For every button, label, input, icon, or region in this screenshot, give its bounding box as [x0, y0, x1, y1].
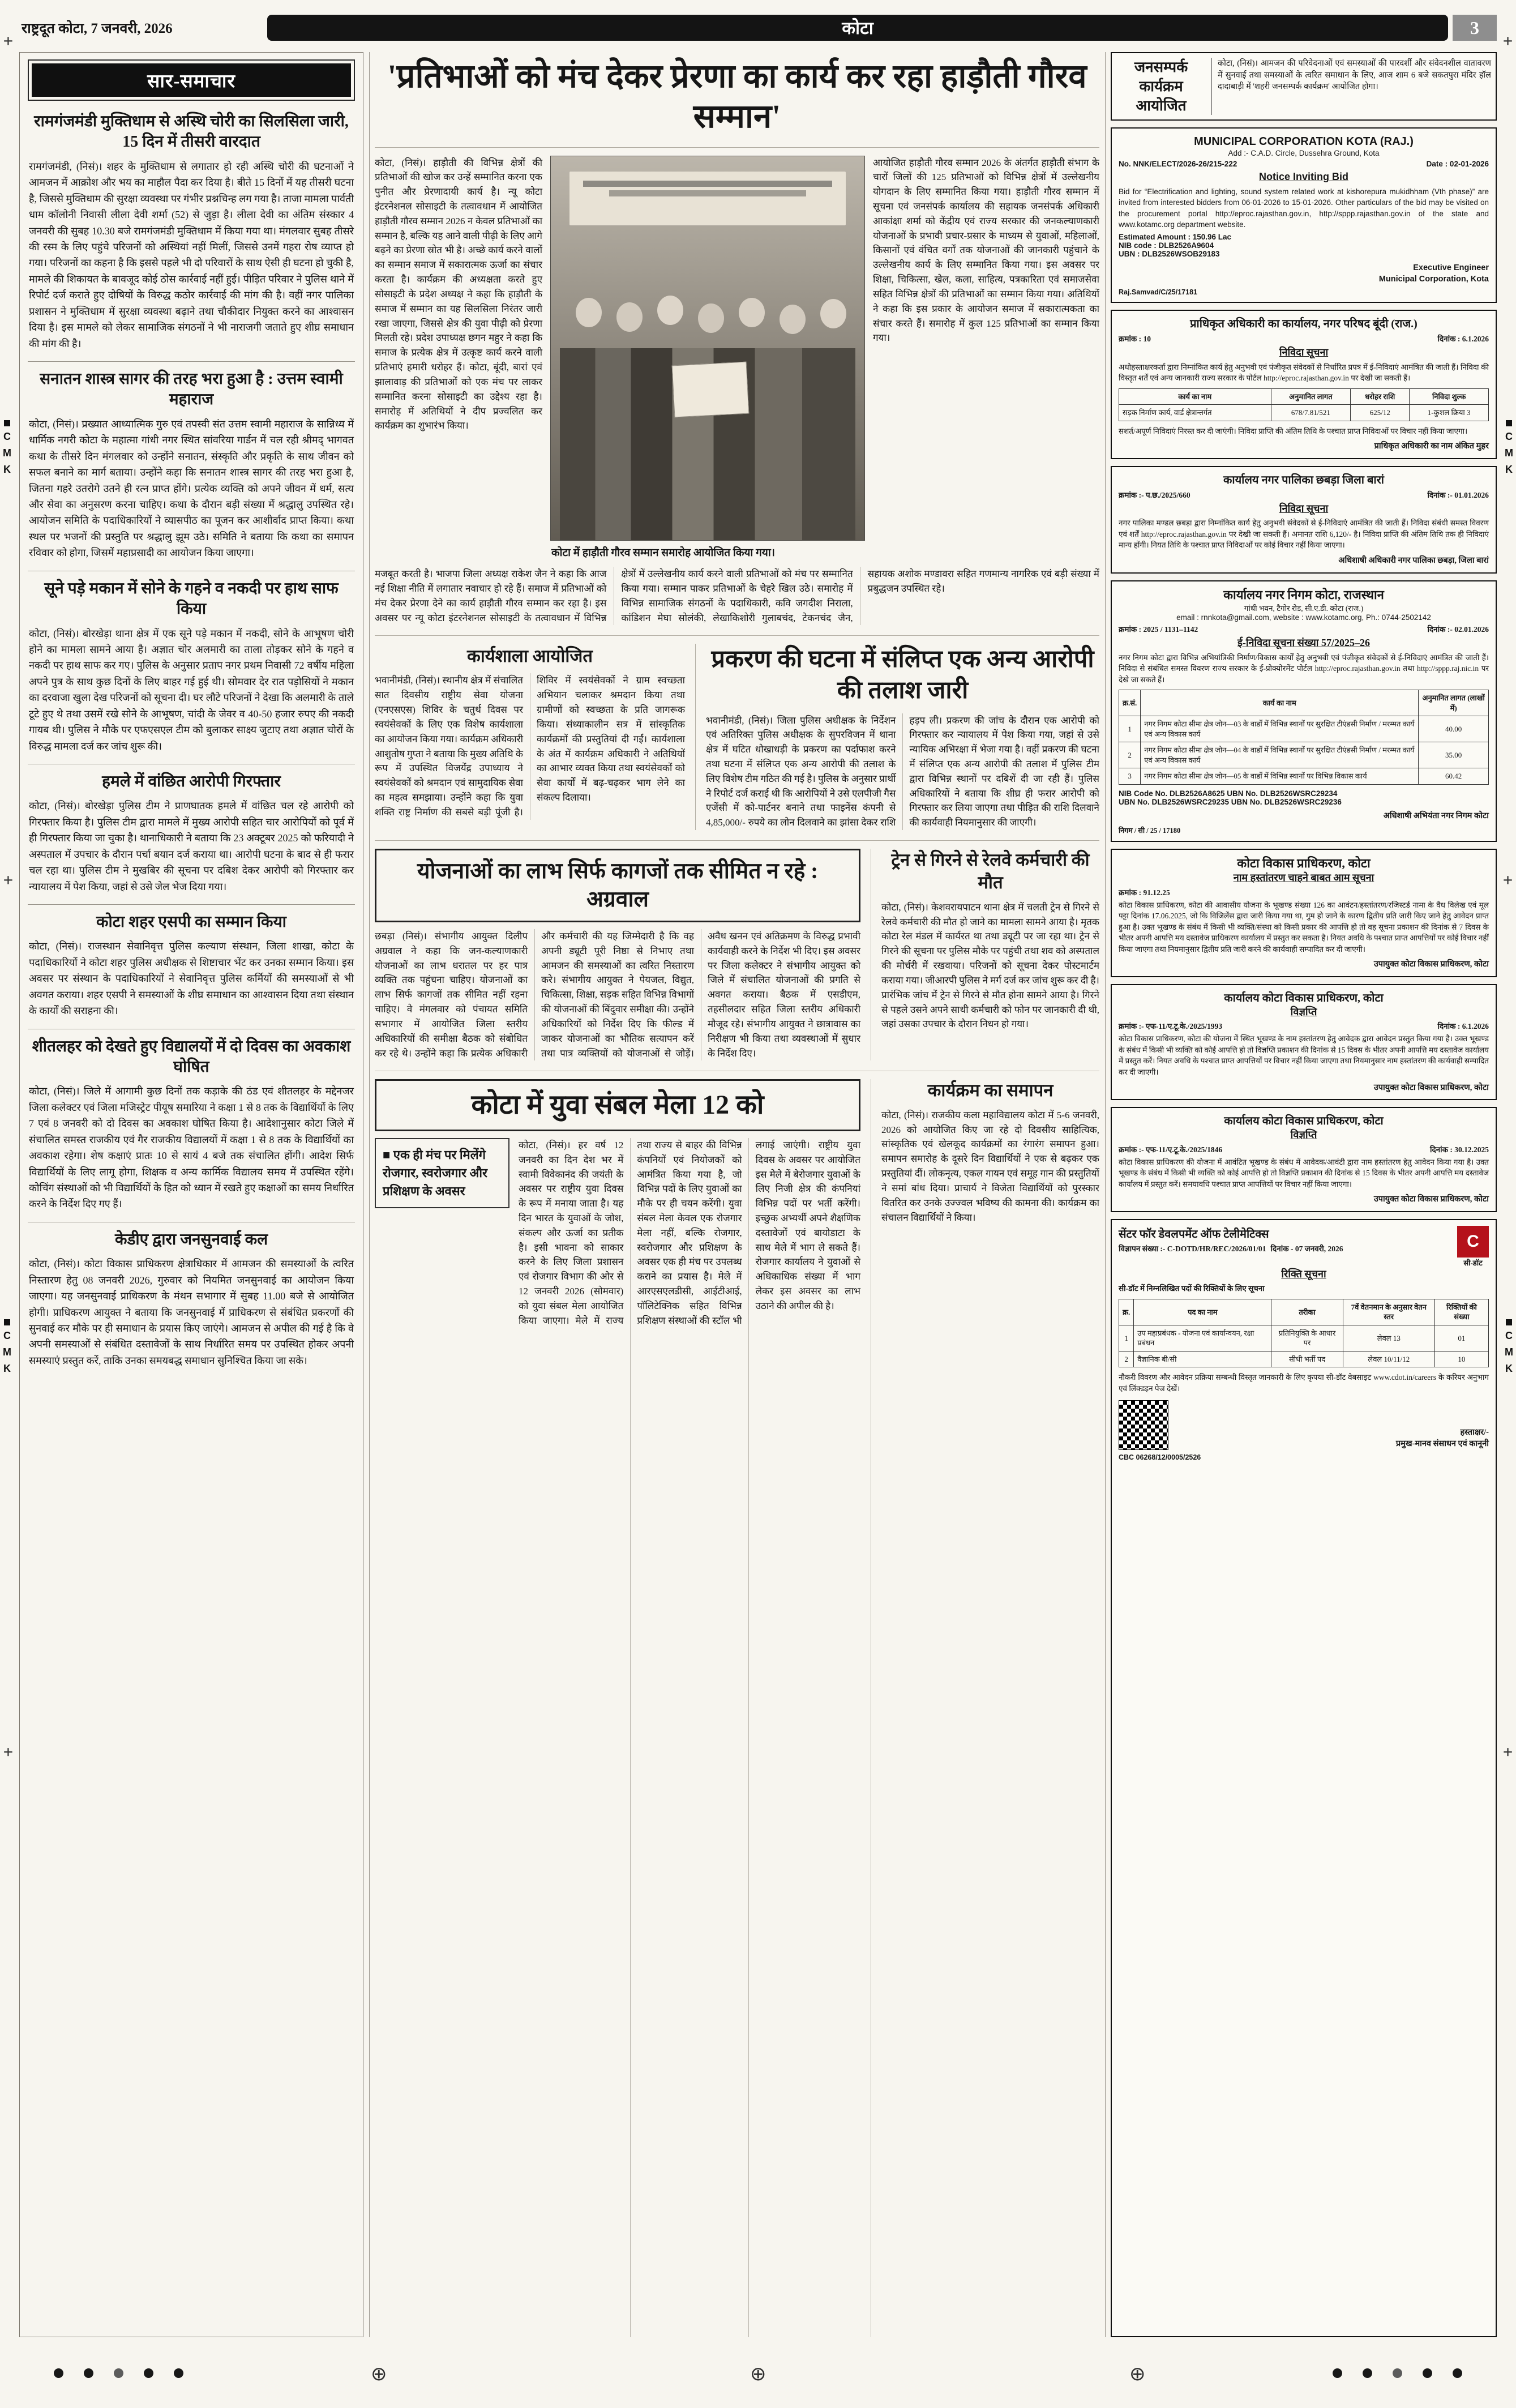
article-headline: सनातन शास्त्र सागर की तरह भरा हुआ है : उत्तम स्वामी महाराज — [40, 370, 343, 409]
workshop-article — [375, 644, 685, 830]
vacancy-table — [1119, 1299, 1489, 1368]
photo-banner — [569, 172, 846, 225]
notice-ref: क्रमांक : 2025 / 1131–1142 — [1119, 625, 1198, 634]
article-body: कोटा, (निसं)। राजस्थान सेवानिवृत्त पुलिस कल्याण संस्थान, जिला शाखा, कोटा के पदाधिकारियों ने कोटा शहर पुलिस अधीक्षक से शिष्टाचार भेंट कर उनका सम्मान किया। इस अवसर पर संस्थान के पदाधिकारियों ने सेवानिवृत्त पुलिस कर्मियों की समस्याओं से भी अवगत कराया। शहर एसपी ने समस्याओं के शीघ्र समाधान का आश्वासन दिया तथा संस्थान के कार्यों की सराहना की। — [29, 940, 354, 1017]
notice-footer-code: निगम / सी / 25 / 17180 — [1119, 826, 1181, 835]
print-color-mark — [1505, 420, 1513, 476]
color-control-dots — [54, 2368, 183, 2378]
article-headline: शीतलहर को देखते हुए विद्यालयों में दो दिवस का अवकाश घोषित — [32, 1037, 351, 1076]
notice-ubn: UBN : DLB2526WSOB29183 — [1119, 250, 1220, 259]
kda-vigyapti-notice-1 — [1111, 984, 1497, 1100]
table-header: क्र. — [1119, 1299, 1134, 1325]
article-body: कोटा, (निसं)। जिले में आगामी कुछ दिनों तक कड़ाके की ठंड एवं शीतलहर के मद्देनजर जिला कलेक्टर एवं जिला मजिस्ट्रेट पीयूष समारिया ने कक्षा 1 से 8 तक के विद्यार्थियों के लिए 7 एवं 8 जनवरी को दो दिवस का अवकाश घोषित किया है। आदेशानुसार कोटा जिले में संचालित समस्त राजकीय एवं गैर राजकीय विद्यालयों में कक्षा 1 से 8 तक के विद्यार्थियों का अवकाश रहेगा। शेष कक्षाएं प्रातः 10 से सायं 4 बजे तक संचालित होंगी। आदेश सिर्फ विद्यार्थियों के लिए लागू होगा, शिक्षक व अन्य कार्मिक विद्यालय समय में उपस्थित रहेंगे। कोचिंग संस्थाओं को भी विद्यार्थियों के हित को ध्यान में रखते हुए कक्षाओं का समय निर्धारित करने के निर्देश दिए गए हैं। — [29, 1085, 354, 1210]
notice-signatory: प्राधिकृत अधिकारी का नाम अंकित मुहर — [1374, 442, 1489, 451]
news-article — [28, 905, 355, 1029]
notice-address: Add :- C.A.D. Circle, Dussehra Ground, Kota — [1228, 149, 1380, 158]
notice-title: जनसम्पर्क कार्यक्रम आयोजित — [1134, 59, 1188, 114]
lead-story-row — [375, 156, 1099, 561]
table-header: 7वें वेतनमान के अनुसार वेतन स्तर — [1343, 1299, 1434, 1325]
news-article — [28, 1029, 355, 1222]
notice-signatory: अधिशाषी अभियंता नगर निगम कोटा — [1383, 811, 1489, 821]
table-cell: 678/7.81/521 — [1271, 405, 1351, 421]
section-header-box — [28, 59, 355, 101]
article-body: कोटा, (निसं)। बोरखेड़ा पुलिस टीम ने प्राणघातक हमले में वांछित चल रहे आरोपी को गिरफ्तार किया है। पुलिस टीम द्वारा मामले में मुख्य आरोपी सहित चार आरोपियों को पूर्व में ही गिरफ्तार किया जा चुका है। थानाधिकारी ने बताया कि 23 अक्टूबर 2025 को फरियादी ने अस्पताल में उपचार के दौरान पर्चा बयान दर्ज कराया था। आरोपी घटना के बाद से ही फरार चल रहा था। पुलिस टीम ने मुखबिर की सूचना पर दबिश देकर आरोपी को गिरफ्तार कर न्यायालय में पेश किया, जहां से उसे जेल भेज दिया गया। — [29, 800, 354, 892]
kda-public-notice — [1111, 849, 1497, 977]
article-headline: ट्रेन से गिरने से रेलवे कर्मचारी की मौत — [891, 850, 1090, 893]
notice-body: कोटा विकास प्राधिकरण की योजना में आवंटित भूखण्ड के संबंध में आवेदक/आवंटी द्वारा नाम हस्तांतरण हेतु आवेदन किया गया है। उक्त भूखण्ड के संबंध में किसी भी व्यक्ति को कोई आपत्ति हो तो विज्ञप्ति प्रकाशन की दिनांक से 15 दिवस के भीतर अपनी आपत्ति मय दस्तावेज कार्यालय में प्रस्तुत करें। समयावधि पश्चात प्राप्त आपत्तियों पर विचार नहीं किया जाएगा। — [1119, 1157, 1489, 1188]
notice-date: दिनांक : 6.1.2026 — [1437, 1022, 1489, 1031]
notice-footer-code: Raj.Samvad/C/25/17181 — [1119, 288, 1197, 297]
cmk-letter: C — [1505, 431, 1513, 442]
cdot-header — [1119, 1226, 1489, 1268]
article-headline: सूने पड़े मकान में सोने के गहने व नकदी पर हाथ साफ किया — [44, 579, 339, 618]
notice-ref: विज्ञापन संख्या :- C-DOTD/HR/REC/2026/01/01 — [1119, 1244, 1266, 1253]
article-highlight-box: ■ एक ही मंच पर मिलेंगे रोजगार, स्वरोजगार और प्रशिक्षण के अवसर — [375, 1138, 509, 1208]
notice-heading: निविदा सूचना — [1279, 502, 1329, 514]
table-cell: लेवल 13 — [1343, 1325, 1434, 1351]
table-header: धरोहर राशि — [1351, 388, 1410, 405]
article-body: आयोजित हाड़ौती गौरव सम्मान 2026 के अंतर्गत हाड़ौती संभाग के चारों जिलों की 125 प्रतिभाओं को विभिन्न क्षेत्रों में उल्लेखनीय योगदान के लिए सम्मानित किया गया। हाड़ौती गौरव सम्मान में सूचना एवं जनसंपर्क कार्यालय की सहायक जनसंपर्क अधिकारी आकांक्षा शर्मा को केंद्रीय एवं राज्य सरकार की जनकल्याणकारी योजनाओं के प्रभावी प्रचार-प्रसार के माध्यम से युवाओं, महिलाओं, किसानों एवं वंचित वर्गों तक योजनाओं की जानकारी पहुंचाने के उल्लेखनीय कार्य के लिए सम्मानित किया गया। इस अवसर पर शिक्षा, चिकित्सा, खेल, कला, साहित्य, पत्रकारिता एवं समाजसेवा सहित विभिन्न क्षेत्रों की प्रतिभाओं का सम्मान किया गया। अतिथियों ने कहा कि इस प्रकार के आयोजन समाज में सकारात्मकता का संचार करते हैं। समारोह में कुल 125 प्रतिभाओं का सम्मान किया गया। — [873, 157, 1099, 344]
notice-body: Bid for “Electrification and lighting, sound system related work at kishorepura mukidhham (Vth phase)” are invited from interested bidders from 06-01-2026 to 15-01-2026. Other particulars of the bid may be visited on the procurement portal http://eproc.rajasthan.gov.in, http://sppp.rajasthan.gov.in of the state and www.kotamc.org department website. — [1119, 187, 1489, 229]
article-body: भवानीमंडी, (निसं)। स्थानीय क्षेत्र में संचालित सात दिवसीय राष्ट्रीय सेवा योजना (एनएसएस) शिविर के चतुर्थ दिवस पर स्वयंसेवकों के लिए एक विशेष कार्यशाला का आयोजन किया गया। कार्यक्रम अधिकारी आशुतोष गुप्ता ने बताया कि मुख्य अतिथि के रूप में उपस्थित विजयेंद्र उपाध्याय ने स्वयंसेवकों को श्रमदान एवं सामुदायिक सेवा का महत्व समझाया। उन्होंने कहा कि युवा शक्ति राष्ट्र निर्माण की सबसे बड़ी पूंजी है। शिविर में स्वयंसेवकों ने ग्राम स्वच्छता अभियान चलाकर श्रमदान किया तथा ग्रामीणों को स्वच्छता के प्रति जागरूक किया। संध्याकालीन सत्र में सांस्कृतिक कार्यक्रमों की प्रस्तुतियां दी गईं। कार्यशाला के अंत में कार्यक्रम अधिकारी ने अतिथियों का आभार व्यक्त किया तथा स्वयंसेवकों को सेवा कार्यों में बढ़-चढ़कर भाग लेने का संकल्प दिलाया। — [375, 675, 685, 818]
youth-fair-body-row — [375, 1138, 860, 2337]
page-number: 3 — [1453, 15, 1497, 41]
table-cell: नगर निगम कोटा सीमा क्षेत्र जोन—03 के वार्डों में विभिन्न स्थानों पर सुरक्षित टीएंडसी निर्माण / मरम्मत कार्य एवं अन्य विकास कार्य — [1141, 716, 1419, 742]
notice-contact-line: email : rnnkota@gmail.com, website : www.kotamc.org, Ph.: 0744-2502142 — [1176, 613, 1431, 622]
table-row — [1119, 1325, 1489, 1351]
registration-mark: ⊕ — [371, 2363, 387, 2385]
cdot-logo-label: सी-डॉट — [1463, 1258, 1483, 1267]
notice-signatory: अधिशाषी अधिकारी नगर पालिका छबड़ा, जिला बारां — [1338, 555, 1489, 565]
article-body: छबड़ा (निसं)। संभागीय आयुक्त दिलीप अग्रवाल ने कहा कि जन-कल्याणकारी योजनाओं का लाभ धरातल पर हर पात्र व्यक्ति तक पहुंचना चाहिए। योजनाओं का लाभ सिर्फ कागजों तक सीमित नहीं रहना चाहिए। वे मंगलवार को पंचायत समिति सभागार में आयोजित जिला स्तरीय अधिकारियों की समीक्षा बैठक को संबोधित कर रहे थे। उन्होंने कहा कि प्रत्येक अधिकारी और कर्मचारी की यह जिम्मेदारी है कि वह अपनी ड्यूटी पूरी निष्ठा से निभाए तथा आमजन की समस्याओं का त्वरित निस्तारण करे। संभागीय आयुक्त ने पेयजल, विद्युत, चिकित्सा, शिक्षा, सड़क सहित विभिन्न विभागों की योजनाओं की बिंदुवार समीक्षा की। उन्होंने अधिकारियों को निर्देश दिए कि फील्ड में जाकर योजनाओं का भौतिक सत्यापन करें तथा पात्र व्यक्तियों को योजनाओं से जोड़ें। अवैध खनन एवं अतिक्रमण के विरुद्ध प्रभावी कार्यवाही करने के निर्देश भी दिए। इस अवसर पर जिला कलेक्टर ने संभागीय आयुक्त को जिले में संचालित योजनाओं की प्रगति से अवगत कराया। बैठक में एसडीएम, तहसीलदार सहित जिला स्तरीय अधिकारी मौजूद रहे। संभागीय आयुक्त ने छात्रावास का निरीक्षण भी किया तथा व्यवस्थाओं में सुधार के निर्देश दिए। — [375, 930, 860, 1059]
notice-org: कार्यालय नगर निगम कोटा, राजस्थान — [1223, 587, 1384, 602]
article-headline: रामगंजमंडी मुक्तिधाम से अस्थि चोरी का सिलसिला जारी, 15 दिन में तीसरी वारदात — [34, 113, 349, 151]
agrawal-article — [375, 849, 860, 1060]
news-article — [28, 571, 355, 764]
news-photo — [550, 156, 865, 541]
notice-ubn-codes: UBN No. DLB2526WSRC29235 UBN No. DLB2526WSRC29236 — [1119, 798, 1342, 807]
article-headline: केडीए द्वारा जनसुनवाई कल — [114, 1230, 268, 1248]
notice-signatory: Executive Engineer — [1413, 263, 1489, 273]
cdot-bottom-row — [1119, 1400, 1489, 1450]
chhabra-tender-notice — [1111, 466, 1497, 574]
article-body: कोटा, (निसं)। राजकीय कला महाविद्यालय कोटा में 5-6 जनवरी, 2026 को आयोजित किए जा रहे दो दिवसीय साहित्यिक, सांस्कृतिक एवं खेलकूद कार्यक्रमों का रंगारंग समापन हुआ। समापन समारोह के दूसरे दिन विद्यार्थियों ने एक से बढ़कर एक प्रस्तुतियां दीं। लोकनृत्य, एकल गायन एवं समूह गान की प्रस्तुतियों ने समां बांध दिया। प्राचार्य ने विजेता विद्यार्थियों को पुरस्कार वितरित कर उनके उज्ज्वल भविष्य की कामना की। कार्यक्रम का संचालन विद्यार्थियों ने किया। — [881, 1109, 1099, 1223]
story-row — [375, 1071, 1099, 2337]
registration-strip — [0, 2362, 1516, 2386]
cmk-letter: K — [3, 1363, 11, 1374]
table-cell: 1-कुशल क्रिया 3 — [1410, 405, 1489, 421]
notice-org: प्राधिकृत अधिकारी का कार्यालय, नगर परिषद बूंदी (राज.) — [1190, 318, 1417, 331]
registration-mark: ⊕ — [750, 2363, 766, 2385]
notice-heading: विज्ञप्ति — [1290, 1006, 1317, 1017]
table-header: अनुमानित लागत — [1271, 388, 1351, 405]
notice-footer-code: CBC 06268/12/0005/2526 — [1119, 1453, 1201, 1461]
qr-code — [1119, 1400, 1168, 1450]
crop-mark: + — [1503, 1742, 1513, 1761]
youth-fair-article — [375, 1079, 860, 2337]
notice-heading: रिक्ति सूचना — [1281, 1268, 1326, 1280]
main-news-column — [375, 52, 1099, 2337]
notice-org: सेंटर फॉर डेवलपमेंट ऑफ टेलीमेटिक्स — [1119, 1227, 1269, 1241]
cmk-letter: K — [1505, 464, 1513, 475]
table-header: निविदा शुल्क — [1410, 388, 1489, 405]
notice-date: दिनांक - 07 जनवरी, 2026 — [1270, 1244, 1343, 1253]
article-body: मजबूत करती है। भाजपा जिला अध्यक्ष राकेश जैन ने कहा कि आज नई शिक्षा नीति में लगातार नवाचार हो रहे हैं। समाज में प्रतिभाओं को मंच देकर प्रेरणा देने का कार्य हाड़ौती गौरव सम्मान कर रहा है। इस अवसर पर न्यू कोटा इंटरनेशनल सोसाइटी के तत्वावधान में विभिन्न क्षेत्रों में उल्लेखनीय कार्य करने वाली प्रतिभाओं को मंच पर सम्मानित किया गया। सम्मान पाकर प्रतिभाओं के चेहरे खिल उठे। समारोह में विभिन्न सामाजिक संगठनों के पदाधिकारी, कवि जगदीश निराला, कांडिशन मेघा सोलंकी, लेखाकिशोरी गुलाबचंद, टेकनचंद जैन, सहायक अशोक मण्डावरा सहित गणमान्य नागरिक एवं बड़ी संख्या में प्रबुद्धजन उपस्थित रहे। — [375, 568, 1099, 623]
table-cell: सड़क निर्माण कार्य, वार्ड क्षेत्रान्तर्गत — [1119, 405, 1271, 421]
table-row — [1119, 768, 1489, 785]
cmk-letter: M — [1505, 447, 1513, 459]
print-color-mark — [1505, 1319, 1513, 1375]
table-cell: नगर निगम कोटा सीमा क्षेत्र जोन—04 के वार्डों में विभिन्न स्थानों पर सुरक्षित टीएंडसी निर्माण / मरम्मत कार्य एवं अन्य विकास कार्य — [1141, 742, 1419, 768]
article-body: कोटा, (निसं)। हर वर्ष 12 जनवरी का दिन देश भर में स्वामी विवेकानंद की जयंती के अवसर पर राष्ट्रीय युवा दिवस के रूप में मनाया जाता है। यह दिन भारत के युवाओं के जोश, संकल्प और ऊर्जा का प्रतीक है। इसी भावना को साकार करने के लिए जिला प्रशासन एवं रोजगार विभाग की ओर से 12 जनवरी 2026 (सोमवार) को युवा संबल मेला आयोजित किया जाएगा। मेले में राज्य तथा राज्य से बाहर की विभिन्न कंपनियों एवं नियोजकों को आमंत्रित किया गया है, जो विभिन्न पदों के लिए युवाओं का मौके पर ही चयन करेंगी। युवा संबल मेला केवल एक रोजगार मेला नहीं, बल्कि रोजगार, स्वरोजगार और प्रशिक्षण के अवसर एक ही मंच पर उपलब्ध कराने का प्रयास है। मेले में आरएसएलडीसी, आईटीआई, पॉलिटेक्निक सहित विभिन्न प्रशिक्षण संस्थाओं की स्टॉल भी लगाई जाएंगी। राष्ट्रीय युवा दिवस के अवसर पर आयोजित इस मेले में बेरोजगार युवाओं के लिए निजी क्षेत्र की कंपनियां विभिन्न पदों पर भर्ती करेंगी। इच्छुक अभ्यर्थी अपने शैक्षणिक दस्तावेजों एवं बायोडाटा के साथ मेले में भाग ले सकते हैं। रोजगार कार्यालय ने युवाओं से अधिकाधिक संख्या में भाग लेकर इस अवसर का लाभ उठाने की अपील की है। — [519, 1139, 860, 1326]
notice-nib-codes: NIB Code No. DLB2526A8625 UBN No. DLB2526WSRC29234 — [1119, 789, 1338, 798]
article-body: कोटा, (निसं)। हाड़ौती की विभिन्न क्षेत्रों की प्रतिभाओं की खोज कर उन्हें सम्मानित करना एक पुनीत और प्रेरणादायी कार्य है। न्यू कोटा इंटरनेशनल सोसाइटी के तत्वावधान में आयोजित हाड़ौती गौरव सम्मान 2026 न केवल प्रतिभाओं का सम्मान है, बल्कि यह आने वाली पीढ़ी के लिए आगे बढ़ने का प्रेरणा स्रोत भी है। अच्छे कार्य करने वालों का सम्मान समाज में सकारात्मक ऊर्जा का संचार करता है। कार्यक्रम की अध्यक्षता करते हुए सोसाइटी के प्रदेश अध्यक्ष ने कहा कि हाड़ौती के समाज में सम्मान का यह सिलसिला निरंतर जारी रखा जाएगा, जिससे क्षेत्र की युवा पीढ़ी को प्रेरणा मिलती रहे। प्रदेश उपाध्यक्ष छगन महुर ने कहा कि समाज के प्रत्येक क्षेत्र में उत्कृष्ट कार्य करने वाली प्रतिभाएं हमारी धरोहर हैं। कोटा, बूंदी, बारां एवं झालावाड़ की प्रतिभाओं को एक मंच पर लाकर सम्मानित करना सोसाइटी का उद्देश्य रहा है। समारोह में अतिथियों ने दीप प्रज्वलित कर कार्यक्रम का शुभारंभ किया। — [375, 157, 542, 431]
crop-mark: + — [3, 1742, 13, 1761]
notice-body: कोटा विकास प्राधिकरण, कोटा की योजना में स्थित भूखण्ड के नाम हस्तांतरण हेतु आवेदक द्वारा आवेदन प्रस्तुत किया गया है। उक्त भूखण्ड के संबंध में किसी भी व्यक्ति को कोई आपत्ति हो तो विज्ञप्ति प्रकाशन की दिनांक से 15 दिवस के भीतर अपनी आपत्ति मय दस्तावेज कार्यालय में प्रस्तुत करें। नियत अवधि के पश्चात प्राप्त आपत्तियों पर विचार नहीं किया जाएगा तथा नियमानुसार नाम हस्तांतरण की कार्यवाही सम्पादित कर दी जाएगी। — [1119, 1034, 1489, 1077]
notice-date: दिनांक :- 02.01.2026 — [1427, 625, 1489, 634]
table-header: क्र.सं. — [1119, 690, 1141, 716]
table-cell: 1 — [1119, 716, 1141, 742]
crop-mark: + — [3, 870, 13, 889]
notice-signatory: हस्ताक्षर/- — [1460, 1428, 1489, 1438]
notice-date: Date : 02-01-2026 — [1426, 160, 1489, 169]
table-row — [1119, 405, 1489, 421]
notice-ref: क्रमांक :- एफ-11/ए.टू.के./2025/1993 — [1119, 1022, 1223, 1031]
lead-headline: 'प्रतिभाओं को मंच देकर प्रेरणा का कार्य कर रहा हाड़ौती गौरव सम्मान' — [375, 52, 1099, 148]
table-cell: 60.42 — [1419, 768, 1489, 785]
cdot-logo-block — [1457, 1226, 1489, 1268]
table-cell: सीधी भर्ती पद — [1271, 1351, 1343, 1367]
tender-table — [1119, 388, 1489, 421]
kda-vigyapti-notice-2 — [1111, 1107, 1497, 1212]
print-color-mark — [3, 1319, 11, 1375]
table-cell: 625/12 — [1351, 405, 1410, 421]
table-cell: 3 — [1119, 768, 1141, 785]
notice-signatory: उपायुक्त कोटा विकास प्राधिकरण, कोटा — [1373, 1195, 1489, 1204]
notice-org: कार्यालय कोटा विकास प्राधिकरण, कोटा — [1224, 1115, 1384, 1128]
notice-heading: Notice Inviting Bid — [1258, 171, 1348, 183]
table-header: कार्य का नाम — [1119, 388, 1271, 405]
table-row — [1119, 742, 1489, 768]
notice-body: नगर निगम कोटा द्वारा विभिन्न अभियांत्रिकी निर्माण/विकास कार्यों हेतु अनुभवी एवं पंजीकृत संवेदकों से ई-निविदाएं आमंत्रित की जाती हैं। निविदा से संबंधित समस्त विवरण राज्य सरकार के ई-प्रोक्योरमेंट पोर्टल http://eproc.rajasthan.gov.in तथा http://sppp.raj.nic.in पर देखे जा सकते हैं। — [1119, 653, 1489, 684]
table-header: तरीका — [1271, 1299, 1343, 1325]
notice-ref: क्रमांक :- प.छ./2025/660 — [1119, 490, 1190, 499]
table-cell: 35.00 — [1419, 742, 1489, 768]
article-headline: प्रकरण की घटना में संलिप्त एक अन्य आरोपी की तलाश जारी — [711, 646, 1094, 704]
cmk-letter: C — [3, 431, 11, 442]
article-body: कोटा, (निसं)। बोरखेड़ा थाना क्षेत्र में एक सूने पड़े मकान में नकदी, सोने के आभूषण चोरी होने का मामला सामने आया है। अज्ञात चोर अलमारी का ताला तोड़कर सोने के गहने व नकदी पर हाथ साफ कर गए। पुलिस के अनुसार प्रताप नगर प्रथम निवासी 72 वर्षीय महिला अपने पुत्र के साथ कुछ दिनों के लिए बाहर गई हुई थी। सोमवार देर रात पड़ोसियों ने मकान का दरवाजा खुला देख परिजनों को सूचना दी। घर लौटे परिजनों ने देखा कि अलमारी के ताले टूटे हुए थे तथा उसमें रखे सोने के आभूषण, चांदी के जेवर व 40-50 हजार रुपए की नकदी गायब थी। पुलिस ने मौके पर एफएसएल टीम को बुलाकर साक्ष्य जुटाए तथा अज्ञात चोरों के विरुद्ध मामला दर्ज कर जांच शुरू की। — [29, 627, 354, 752]
cmk-letter: C — [3, 1330, 11, 1341]
article-body: कोटा, (निसं)। केशवरायपाटन थाना क्षेत्र में चलती ट्रेन से गिरने से रेलवे कर्मचारी की मौत हो जाने का मामला सामने आया है। मृतक कोटा रेल मंडल में कार्यरत था तथा ड्यूटी पर जा रहा था। ट्रेन से गिरने की सूचना पर पुलिस मौके पर पहुंची तथा शव को अस्पताल की मोर्चरी में रखवाया। परिजनों को सूचना देकर पोस्टमार्टम कराया गया। जीआरपी पुलिस ने मर्ग दर्ज कर जांच शुरू कर दी है। प्रारंभिक जांच में ट्रेन से गिरने से मौत होना सामने आया है। गिरने से पहले उसने अपने साथी कर्मचारी को फोन पर जानकारी दी थी, जहां उसका उपचार के दौरान निधन हो गया। — [881, 901, 1099, 1030]
notice-signatory: उपायुक्त कोटा विकास प्राधिकरण, कोटा — [1373, 1083, 1489, 1092]
notice-heading: निविदा सूचना — [1279, 347, 1329, 358]
table-row — [1119, 1351, 1489, 1367]
cmk-letter: M — [3, 447, 11, 459]
notice-nib-code: NIB code : DLB2526A9604 — [1119, 241, 1214, 250]
news-article — [28, 1222, 355, 2330]
table-cell: नगर निगम कोटा सीमा क्षेत्र जोन—05 के वार्डों में विभिन्न स्थानों पर विभिन्न विकास कार्य — [1141, 768, 1419, 785]
notice-ref: क्रमांक : 91.12.25 — [1119, 888, 1170, 897]
table-cell: वैज्ञानिक बी/सी — [1134, 1351, 1271, 1367]
cmk-letter: C — [1505, 1330, 1513, 1341]
table-header: पद का नाम — [1134, 1299, 1271, 1325]
notice-note: सशर्त/अपूर्ण निविदाएं निरस्त कर दी जाएंगी। निविदा प्राप्ति की अंतिम तिथि के पश्चात प्राप्त निविदाओं पर विचार नहीं किया जाएगा। — [1119, 426, 1468, 435]
notice-signatory-org: Municipal Corporation, Kota — [1378, 274, 1489, 284]
notice-estimated-amount: Estimated Amount : 150.96 Lac — [1119, 233, 1232, 242]
table-cell: उप महाप्रबंधक - योजना एवं कार्यान्वयन, रक्षा प्रबंधन — [1134, 1325, 1271, 1351]
program-closing-article — [871, 1079, 1099, 2337]
column-divider — [1105, 52, 1106, 2337]
table-header: अनुमानित लागत (लाखों में) — [1419, 690, 1489, 716]
notice-body: अधोहस्ताक्षरकर्ता द्वारा निम्नांकित कार्य हेतु अनुभवी एवं पंजीकृत संवेदकों से निर्धारित प्रपत्र में ई-निविदाएं आमंत्रित की जाती हैं। निविदा की विस्तृत शर्तें एवं अन्य जानकारी राज्य सरकार के पोर्टल http://eproc.rajasthan.gov.in पर देखी जा सकती हैं। — [1119, 362, 1489, 383]
municipal-corporation-notice — [1111, 127, 1497, 303]
photo-heads — [576, 298, 602, 327]
summary-news-column — [19, 52, 363, 2337]
notice-org: कार्यालय कोटा विकास प्राधिकरण, कोटा — [1224, 991, 1384, 1004]
cdot-logo-icon: C — [1457, 1226, 1489, 1258]
notice-date: दिनांक : 30.12.2025 — [1429, 1145, 1489, 1154]
table-cell: लेवल 10/11/12 — [1343, 1351, 1434, 1367]
article-body: रामगंजमंडी, (निसं)। शहर के मुक्तिधाम से लगातार हो रही अस्थि चोरी की घटनाओं ने आमजन में आक्रोश और भय का माहौल पैदा कर दिया है। बीते 15 दिनों में यह तीसरी घटना है, जिससे मुक्तिधाम की सुरक्षा व्यवस्था पर गंभीर प्रश्नचिन्ह लग गया है। ताजा मामला पार्वती धाम कॉलोनी निवासी लीला देवी शर्मा (52) से जुड़ा है। लीला देवी का अंतिम संस्कार 4 जनवरी की सुबह 10.30 बजे रामगंजमंडी मुक्तिधाम में किया गया था। मंगलवार सुबह तीसरे की रस्म के लिए पहुंचे परिजनों को अस्थियां नहीं मिलीं, जिससे उनमें गहरा रोष व्याप्त हो गया। परिजनों का कहना है कि इससे पहले भी दो परिवारों के साथ ऐसी ही घटना हो चुकी है, मामले की शिकायत के बावजूद कोई ठोस कार्रवाई नहीं हुई। पीड़ित परिवार ने पुलिस थाने में रिपोर्ट दर्ज कराते हुए दोषियों के विरुद्ध कठोर कार्रवाई की मांग की है। वहीं नगर पालिका प्रशासन ने मुक्तिधाम में सुरक्षा व्यवस्था बढ़ाने तथा चौकीदार नियुक्त करने का आश्वासन दिया है। इस मामले को लेकर सामाजिक संगठनों ने भी नाराजगी जताते हुए शीघ्र समाधान की मांग की है। — [29, 160, 354, 349]
notices-column — [1111, 52, 1497, 2337]
notice-body: नगर पालिका मण्डल छबड़ा द्वारा निम्नांकित कार्य हेतु अनुभवी संवेदकों से ई-निविदाएं आमंत्रित की जाती हैं। निविदा संबंधी समस्त विवरण एवं शर्तें http://eproc.rajasthan.gov.in पर देखी जा सकती हैं। अमानत राशि 6,120/- है। निविदा प्राप्ति की अंतिम तिथि तक ही निविदाएं मान्य होंगी। नियत तिथि के पश्चात प्राप्त निविदाओं पर कोई विचार नहीं किया जाएगा। — [1119, 519, 1489, 550]
story-row — [375, 635, 1099, 830]
notice-ref: क्रमांक :- एफ-11/ए.टू.के./2025/1846 — [1119, 1145, 1223, 1154]
notice-body: कोटा, (निसं)। आमजन की परिवेदनाओं एवं समस्याओं की पारदर्शी और संवेदनशील वातावरण में सुनवाई तथा समस्याओं के त्वरित समाधान के लिए, आज शाम 6 बजे सकतपुरा मंदिर हॉल दादाबाड़ी में 'शहरी जनसम्पर्क कार्यक्रम' आयोजित होगा। — [1211, 58, 1491, 115]
notice-signatory: उपायुक्त कोटा विकास प्राधिकरण, कोटा — [1373, 960, 1489, 969]
article-headline: कोटा शहर एसपी का सम्मान किया — [96, 913, 286, 931]
notice-intro: सी-डॉट में निम्नलिखित पदों की रिक्तियों के लिए सूचना — [1119, 1284, 1265, 1293]
table-cell: 01 — [1434, 1325, 1488, 1351]
story-row — [375, 840, 1099, 1060]
article-headline: कार्यक्रम का समापन — [927, 1080, 1054, 1101]
column-divider — [369, 52, 370, 2337]
crop-mark: + — [3, 31, 13, 50]
table-cell: 2 — [1119, 1351, 1134, 1367]
page-city-title: कोटा — [267, 15, 1448, 41]
bundi-tender-notice — [1111, 310, 1497, 459]
article-body: कोटा, (निसं)। कोटा विकास प्राधिकरण क्षेत्राधिकार में आमजन की समस्याओं के त्वरित निस्तारण हेतु 08 जनवरी 2026, गुरुवार को नियमित जनसुनवाई का आयोजन किया जाएगा। यह जनसुनवाई प्राधिकरण के मंथन सभागार में सुबह 11.00 बजे से आयोजित होगी। प्राधिकरण आयुक्त ने बताया कि जनसुनवाई में प्राधिकरण से संबंधित प्रकरणों की सुनवाई कर मौके पर ही समाधान के प्रयास किए जाएंगे। आमजन से अपील की गई है कि वे अपनी समस्याओं से संबंधित दस्तावेजों के साथ निर्धारित समय पर उपस्थित होकर अपनी समस्याएं प्रस्तुत करें, ताकि उनका समयबद्ध समाधान सुनिश्चित किया जा सके। — [29, 1258, 354, 1366]
notice-signatory-role: प्रमुख-मानव संसाधन एवं कानूनी — [1395, 1439, 1489, 1449]
registration-mark: ⊕ — [1129, 2363, 1146, 2385]
cmk-letter: K — [1505, 1363, 1513, 1374]
article-headline: कार्यशाला आयोजित — [466, 646, 593, 666]
cmk-letter: K — [3, 464, 11, 475]
notice-org: कोटा विकास प्राधिकरण, कोटा — [1237, 856, 1371, 870]
table-cell: 1 — [1119, 1325, 1134, 1351]
news-photo-figure — [550, 156, 865, 561]
masthead — [19, 15, 1497, 41]
news-article — [28, 104, 355, 362]
article-headline: योजनाओं का लाभ सिर्फ कागजों तक सीमित न रहे : अग्रवाल — [375, 849, 860, 922]
article-headline: हमले में वांछित आरोपी गिरफ्तार — [102, 773, 281, 791]
notice-org: MUNICIPAL CORPORATION KOTA (RAJ.) — [1194, 135, 1414, 148]
photo-caption: कोटा में हाड़ौती गौरव सम्मान समारोह आयोजित किया गया। — [551, 546, 775, 559]
article-body: भवानीमंडी, (निसं)। जिला पुलिस अधीक्षक के निर्देशन एवं अतिरिक्त पुलिस अधीक्षक के सुपरविजन में थाना क्षेत्र में घटित धोखाधड़ी के प्रकरण का पर्दाफाश करने तथा घटना में संलिप्त एक अन्य आरोपी की तलाश के लिए विशेष टीम गठित की गई है। पुलिस के अनुसार प्रार्थी ने रिपोर्ट दर्ज कराई थी कि आरोपियों ने उसे एलपीजी गैस एजेंसी में को-पार्टनर बनाने तथा फाइनेंस कंपनी से 4,85,000/- रुपये का लोन दिलवाने का झांसा देकर राशि हड़प ली। प्रकरण की जांच के दौरान एक आरोपी को गिरफ्तार कर न्यायालय में पेश किया गया, जहां से उसे न्यायिक अभिरक्षा में भेजा गया है। वहीं प्रकरण की घटना में संलिप्त एक अन्य आरोपी की तलाश में पुलिस टीम द्वारा विभिन्न स्थानों पर दबिशें दी जा रही हैं। पुलिस अधिकारियों ने बताया कि शीघ्र ही फरार आरोपी को गिरफ्तार कर लिया जाएगा तथा पीड़ित की राशि दिलवाने की कार्यवाही नियमानुसार की जाएगी। — [706, 715, 1099, 828]
notice-body: कोटा विकास प्राधिकरण, कोटा की आवासीय योजना के भूखण्ड संख्या 126 का आवंटन/हस्तांतरण/रजिस्टर्ड नामा के वैध विलेख एवं मूल पट्टा दिनांक 17.06.2025, जो कि विजिलेंस द्वारा जारी किया गया था, गुम हो जाने के कारण द्वितीय प्रति जारी किए जाने हेतु आवेदन प्राप्त हुआ है। उक्त भूखण्ड के संबंध में किसी भी व्यक्ति/संस्था को किसी प्रकार की आपत्ति हो तो वह सूचना प्रकाशन की दिनांक से 7 दिवस के भीतर अपनी आपत्ति मय दस्तावेज प्राधिकरण कार्यालय में प्रस्तुत कर सकता है। नियत अवधि के पश्चात प्राप्त आपत्तियों पर कोई विचार नहीं किया जाएगा तथा नियमानुसार द्वितीय प्रति जारी करने की कार्यवाही सम्पादित कर दी जाएगी। — [1119, 900, 1489, 953]
notice-date: दिनांक : 6.1.2026 — [1437, 335, 1489, 344]
notice-heading: ई-निविदा सूचना संख्या 57/2025–26 — [1237, 637, 1370, 649]
cdot-vacancy-notice — [1111, 1219, 1497, 2337]
cmk-letter: M — [3, 1346, 11, 1358]
table-cell: 10 — [1434, 1351, 1488, 1367]
crime-article — [695, 644, 1099, 830]
notice-org: कार्यालय नगर पालिका छबड़ा जिला बारां — [1223, 473, 1384, 486]
pr-program-box — [1111, 52, 1497, 121]
cmk-letter: M — [1505, 1346, 1513, 1358]
news-article — [28, 764, 355, 905]
notice-ref: No. NNK/ELECT/2026-26/215-222 — [1119, 160, 1237, 169]
section-header: सार-समाचार — [32, 63, 351, 97]
notice-heading: नाम हस्तांतरण चाहने बाबत आम सूचना — [1233, 872, 1374, 884]
table-header: रिक्तियों की संख्या — [1434, 1299, 1488, 1325]
notice-note: नौकरी विवरण और आवेदन प्रक्रिया सम्बन्धी विस्तृत जानकारी के लिए कृपया सी-डॉट वेबसाइट www.cdot.in/careers के करियर अनुभाग एवं लिंक्डइन पेज देखें। — [1119, 1373, 1489, 1393]
nagar-nigam-tender-notice — [1111, 580, 1497, 842]
tender-table — [1119, 690, 1489, 785]
notice-address: गांधी भवन, टैगोर रोड, सी.ए.डी. कोटा (राज.) — [1244, 604, 1364, 613]
table-cell: 2 — [1119, 742, 1141, 768]
crop-mark: + — [1503, 31, 1513, 50]
notice-date: दिनांक :- 01.01.2026 — [1427, 490, 1489, 499]
notice-heading: विज्ञप्ति — [1290, 1129, 1317, 1141]
table-row — [1119, 716, 1489, 742]
train-accident-article — [871, 849, 1099, 1060]
edition-date: राष्ट्रदूत कोटा, 7 जनवरी, 2026 — [22, 21, 173, 36]
table-header: कार्य का नाम — [1141, 690, 1419, 716]
article-body: कोटा, (निसं)। प्रख्यात आध्यात्मिक गुरु एवं तपस्वी संत उत्तम स्वामी महाराज के सान्निध्य में धार्मिक नगरी कोटा के महात्मा गांधी नगर स्थित सांवरिया गार्डन में चल रही श्रीमद् भागवत कथा के तीसरे दिन मंगलवार को उन्होंने सनातन, संस्कृति और प्रकृति के साथ जीवन को सफल बनाने का मार्ग बताया। उन्होंने कहा कि सनातन शास्त्र सागर की तरह भरा हुआ है, जितना गहरे उतरोगे उतने ही रत्न प्राप्त होंगे। प्रत्येक व्यक्ति को अपने जीवन में धर्म, सत्य और सेवा का अनुसरण करना चाहिए। कथा के दौरान बड़ी संख्या में श्रद्धालु उपस्थित रहे। आयोजन समिति के पदाधिकारियों ने व्यासपीठ का पूजन कर आशीर्वाद प्राप्त किया। कथा स्थल पर भजनों की प्रस्तुति पर श्रद्धालु झूम उठे। समिति ने बताया कि कथा का समापन रविवार को होगा, जिसमें महाप्रसादी का आयोजन किया जाएगा। — [29, 418, 354, 559]
crop-mark: + — [1503, 870, 1513, 889]
notice-ref: क्रमांक : 10 — [1119, 335, 1151, 344]
article-headline: कोटा में युवा संबल मेला 12 को — [375, 1079, 860, 1131]
table-cell: 40.00 — [1419, 716, 1489, 742]
photo-certificate — [672, 361, 750, 417]
color-control-dots — [1333, 2368, 1462, 2378]
print-color-mark — [3, 420, 11, 476]
table-cell: प्रतिनियुक्ति के आधार पर — [1271, 1325, 1343, 1351]
news-article — [28, 362, 355, 571]
